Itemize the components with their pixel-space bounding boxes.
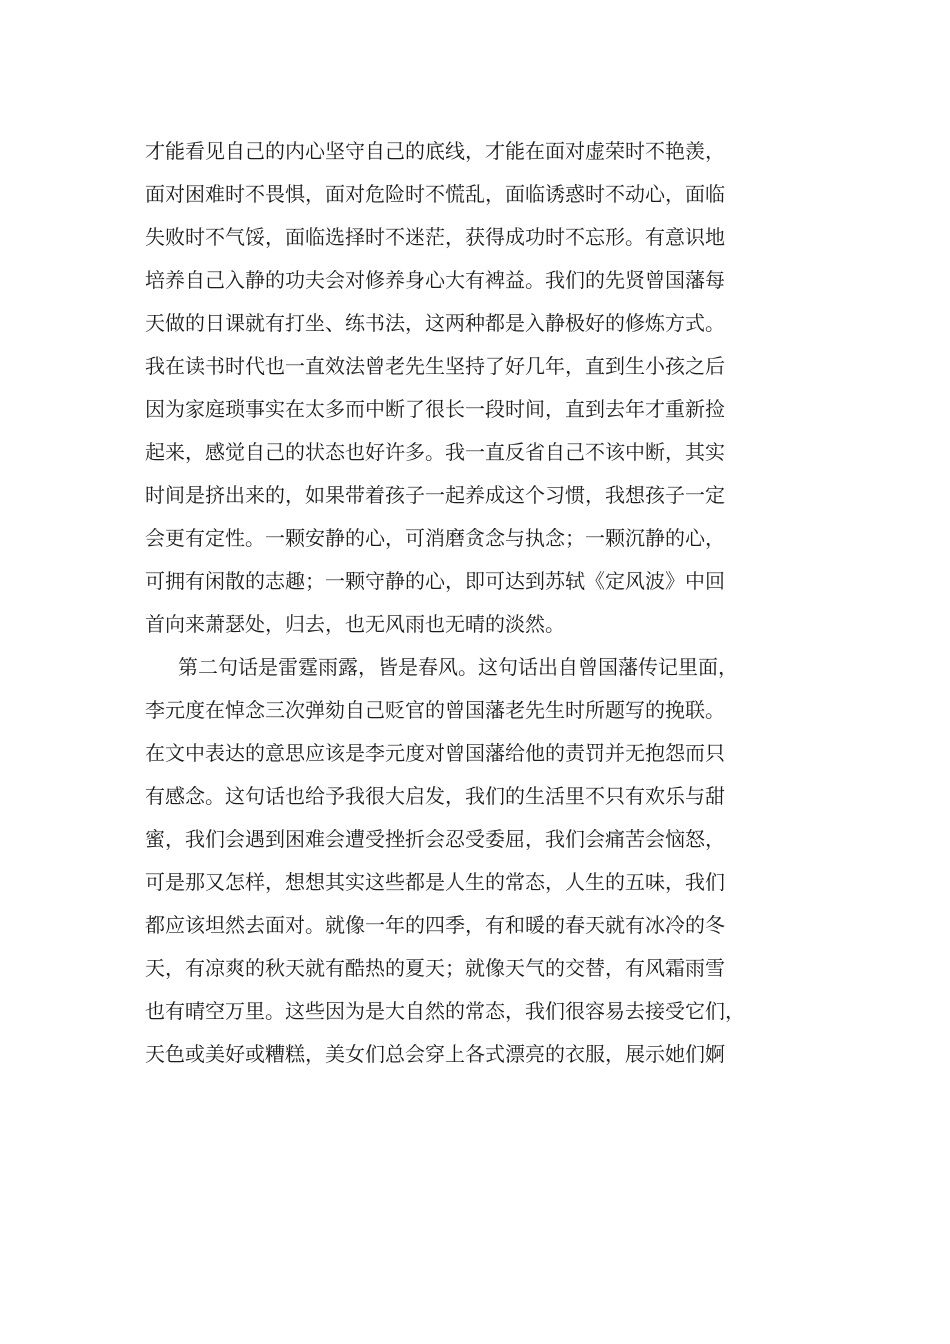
paragraph-start-line: 第二句话是雷霆雨露，皆是春风。这句话出自曾国藩传记里面，	[178, 655, 738, 679]
text-line: 起来，感觉自己的状态也好许多。我一直反省自己不该中断，其实	[145, 440, 725, 464]
text-line: 天，有凉爽的秋天就有酷热的夏天；就像天气的交替，有风霜雨雪	[145, 956, 725, 980]
text-line: 在文中表达的意思应该是李元度对曾国藩给他的责罚并无抱怨而只	[145, 741, 725, 765]
text-line: 首向来萧瑟处，归去，也无风雨也无晴的淡然。	[145, 612, 565, 636]
text-line: 天色或美好或糟糕，美女们总会穿上各式漂亮的衣服，展示她们婀	[145, 1042, 725, 1066]
text-line: 时间是挤出来的，如果带着孩子一起养成这个习惯，我想孩子一定	[145, 483, 725, 507]
text-line: 会更有定性。一颗安静的心，可消磨贪念与执念；一颗沉静的心，	[145, 526, 725, 550]
text-line: 可拥有闲散的志趣；一颗守静的心，即可达到苏轼《定风波》中回	[145, 569, 725, 593]
text-line: 面对困难时不畏惧，面对危险时不慌乱，面临诱惑时不动心，面临	[145, 182, 725, 206]
text-line: 蜜，我们会遇到困难会遭受挫折会忍受委屈，我们会痛苦会恼怒，	[145, 827, 725, 851]
text-line: 李元度在悼念三次弹劾自己贬官的曾国藩老先生时所题写的挽联。	[145, 698, 725, 722]
text-line: 都应该坦然去面对。就像一年的四季，有和暖的春天就有冰冷的冬	[145, 913, 725, 937]
text-line: 失败时不气馁，面临选择时不迷茫，获得成功时不忘形。有意识地	[145, 225, 725, 249]
text-line: 有感念。这句话也给予我很大启发，我们的生活里不只有欢乐与甜	[145, 784, 725, 808]
text-line: 天做的日课就有打坐、练书法，这两种都是入静极好的修炼方式。	[145, 311, 725, 335]
text-line: 才能看见自己的内心坚守自己的底线，才能在面对虚荣时不艳羡，	[145, 139, 725, 163]
body-text	[145, 130, 805, 1076]
text-line: 也有晴空万里。这些因为是大自然的常态，我们很容易去接受它们，	[145, 999, 745, 1023]
text-line: 我在读书时代也一直效法曾老先生坚持了好几年，直到生小孩之后	[145, 354, 725, 378]
text-line: 因为家庭琐事实在太多而中断了很长一段时间，直到去年才重新捡	[145, 397, 725, 421]
text-line: 可是那又怎样，想想其实这些都是人生的常态，人生的五味，我们	[145, 870, 725, 894]
text-line: 培养自己入静的功夫会对修养身心大有裨益。我们的先贤曾国藩每	[145, 268, 725, 292]
